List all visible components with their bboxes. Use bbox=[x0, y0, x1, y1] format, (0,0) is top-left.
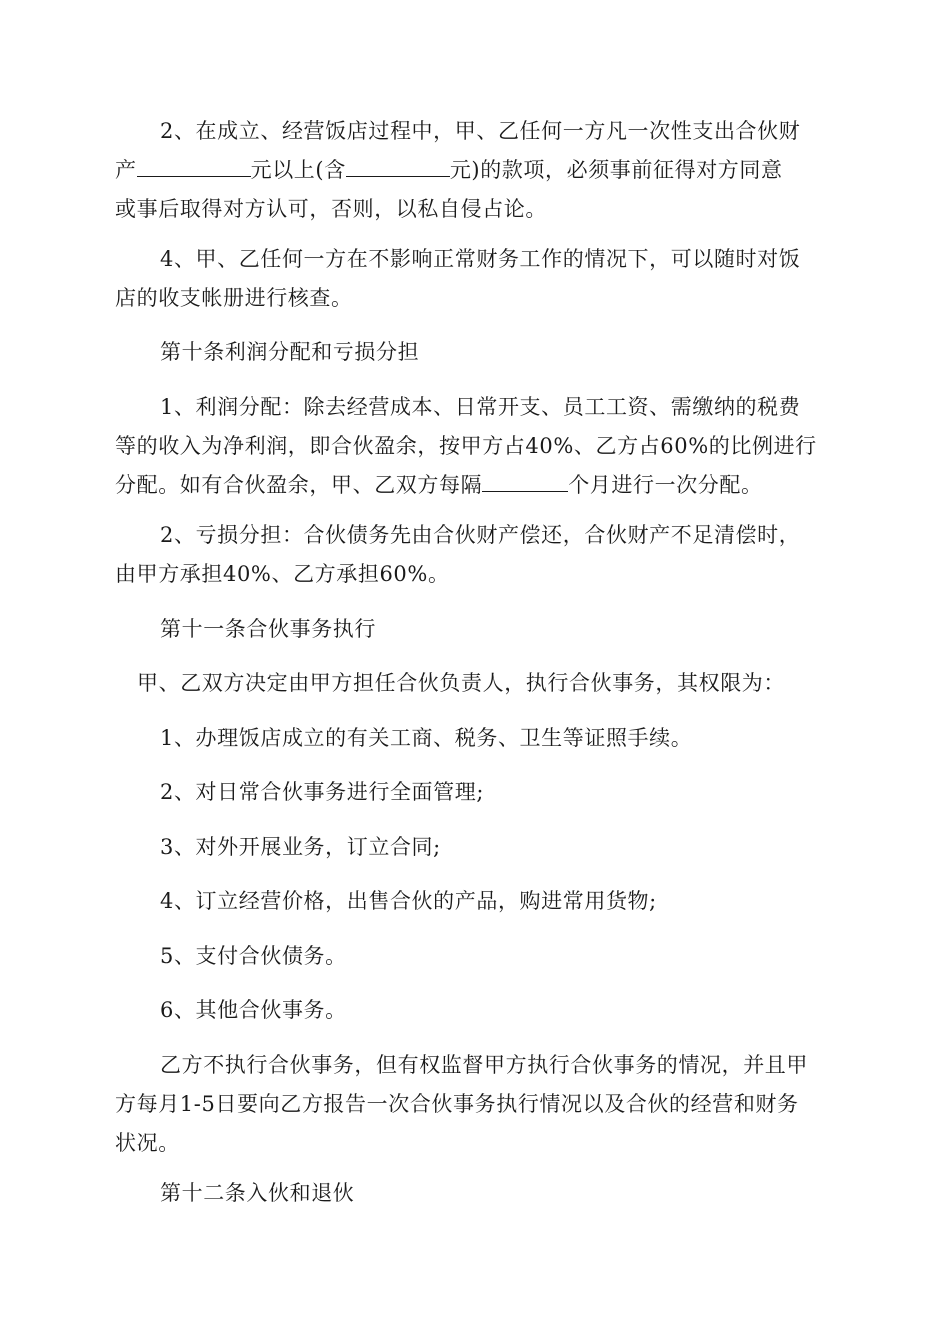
list-item bbox=[115, 937, 831, 976]
heading-article-11 bbox=[115, 610, 831, 649]
fill-in-blank bbox=[137, 158, 251, 177]
list-item bbox=[115, 828, 831, 867]
text-segment: 产 bbox=[115, 158, 137, 182]
text-line bbox=[115, 466, 831, 505]
fill-in-blank bbox=[482, 473, 568, 492]
text-line: 乙方不执行合伙事务，但有权监督甲方执行合伙事务的情况，并且甲 bbox=[160, 1053, 808, 1077]
list-item bbox=[115, 991, 831, 1030]
text-line: 由甲方承担40%、乙方承担60%。 bbox=[115, 562, 450, 586]
text-segment: 元)的款项，必须事前征得对方同意 bbox=[449, 158, 783, 182]
heading-article-10 bbox=[115, 333, 831, 372]
list-item-text: 5、支付合伙债务。 bbox=[160, 944, 347, 968]
text-line: 店的收支帐册进行核查。 bbox=[115, 286, 353, 310]
fill-in-blank bbox=[346, 158, 450, 177]
text-line: 4、甲、乙任何一方在不影响正常财务工作的情况下，可以随时对饭 bbox=[160, 247, 801, 271]
list-item-text: 6、其他合伙事务。 bbox=[160, 998, 347, 1022]
list-item-text: 4、订立经营价格，出售合伙的产品，购进常用货物; bbox=[160, 889, 657, 913]
paragraph-authority-intro bbox=[115, 664, 831, 703]
text-line: 甲、乙双方决定由甲方担任合伙负责人，执行合伙事务，其权限为： bbox=[137, 671, 785, 695]
text-line: 1、利润分配：除去经营成本、日常开支、员工工资、需缴纳的税费 bbox=[160, 395, 801, 419]
text-segment: 个月进行一次分配。 bbox=[568, 473, 763, 497]
list-item bbox=[115, 719, 831, 758]
list-item-text: 3、对外开展业务，订立合同; bbox=[160, 835, 441, 859]
text-line: 或事后取得对方认可，否则，以私自侵占论。 bbox=[115, 197, 547, 221]
paragraph-supervision bbox=[115, 1046, 831, 1163]
paragraph-loss-sharing bbox=[115, 516, 831, 594]
paragraph-expenditure-approval bbox=[115, 112, 831, 229]
list-item-text: 1、办理饭店成立的有关工商、税务、卫生等证照手续。 bbox=[160, 726, 693, 750]
text-line: 状况。 bbox=[115, 1131, 180, 1155]
heading-text: 第十二条入伙和退伙 bbox=[160, 1181, 355, 1205]
paragraph-ledger-inspection bbox=[115, 240, 831, 318]
list-item-text: 2、对日常合伙事务进行全面管理; bbox=[160, 780, 485, 804]
text-line bbox=[115, 151, 831, 190]
text-line: 等的收入为净利润，即合伙盈余，按甲方占40%、乙方占60%的比例进行 bbox=[115, 434, 817, 458]
paragraph-profit-distribution bbox=[115, 388, 831, 505]
text-line: 2、亏损分担：合伙债务先由合伙财产偿还，合伙财产不足清偿时， bbox=[160, 523, 801, 547]
heading-text: 第十条利润分配和亏损分担 bbox=[160, 340, 420, 364]
text-line: 2、在成立、经营饭店过程中，甲、乙任何一方凡一次性支出合伙财 bbox=[160, 119, 801, 143]
text-segment: 元以上(含 bbox=[250, 158, 346, 182]
list-item bbox=[115, 882, 831, 921]
text-line: 方每月1-5日要向乙方报告一次合伙事务执行情况以及合伙的经营和财务 bbox=[115, 1092, 799, 1116]
heading-text: 第十一条合伙事务执行 bbox=[160, 617, 376, 641]
list-item bbox=[115, 773, 831, 812]
heading-article-12 bbox=[115, 1174, 831, 1213]
text-segment: 分配。如有合伙盈余，甲、乙双方每隔 bbox=[115, 473, 483, 497]
